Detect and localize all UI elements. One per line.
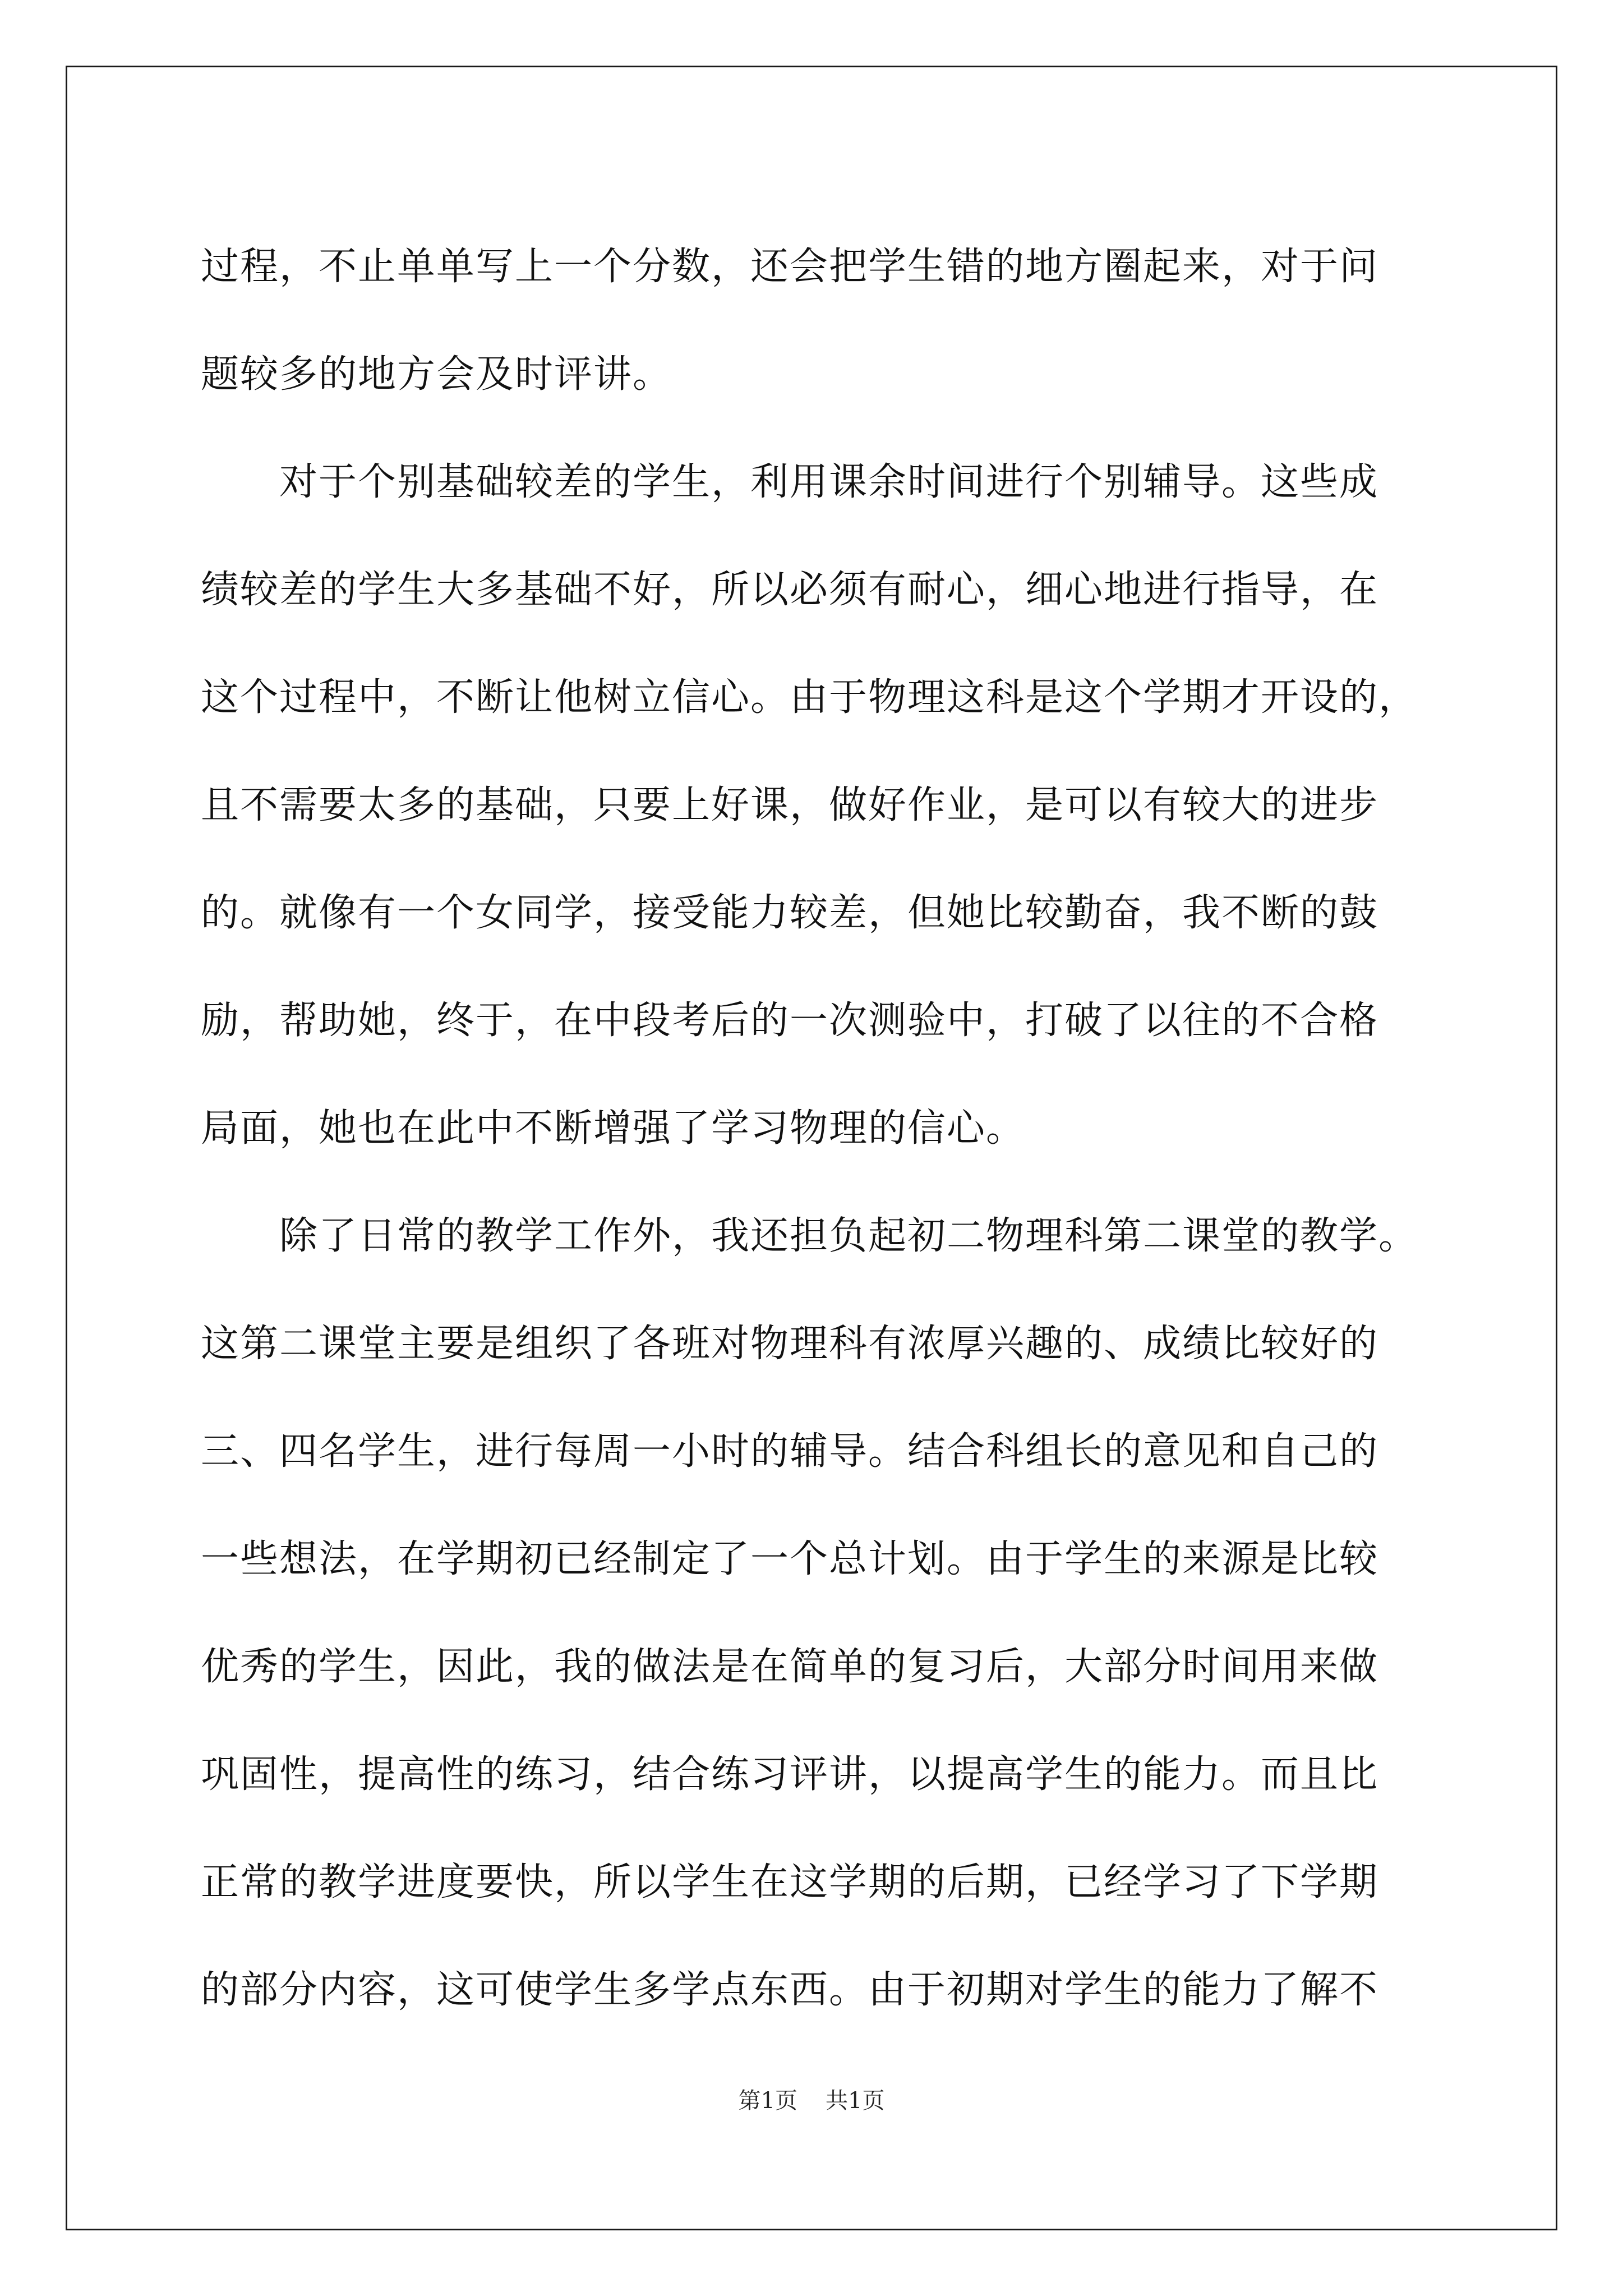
text-line: 的部分内容，这可使学生多学点东西。由于初期对学生的能力了解不 bbox=[201, 1968, 1379, 2012]
paragraph-start-line: 对于个别基础较差的学生，利用课余时间进行个别辅导。这些成 bbox=[279, 460, 1379, 504]
text-line: 这个过程中，不断让他树立信心。由于物理这科是这个学期才开设的， bbox=[201, 675, 1418, 720]
page-number-current: 第1页 bbox=[738, 2088, 797, 2114]
text-line: 这第二课堂主要是组织了各班对物理科有浓厚兴趣的、成绩比较好的 bbox=[201, 1322, 1379, 1366]
text-line: 优秀的学生，因此，我的做法是在简单的复习后，大部分时间用来做 bbox=[201, 1645, 1379, 1689]
text-line: 的。就像有一个女同学，接受能力较差，但她比较勤奋，我不断的鼓 bbox=[201, 891, 1379, 935]
text-line: 且不需要太多的基础，只要上好课，做好作业，是可以有较大的进步 bbox=[201, 783, 1379, 827]
text-line: 局面，她也在此中不断增强了学习物理的信心。 bbox=[201, 1106, 1026, 1151]
text-line: 一些想法，在学期初已经制定了一个总计划。由于学生的来源是比较 bbox=[201, 1537, 1379, 1581]
page-number-total: 共1页 bbox=[826, 2088, 885, 2114]
text-line: 绩较差的学生大多基础不好，所以必须有耐心，细心地进行指导，在 bbox=[201, 568, 1379, 612]
text-line: 巩固性，提高性的练习，结合练习评讲，以提高学生的能力。而且比 bbox=[201, 1752, 1379, 1797]
text-line: 三、四名学生，进行每周一小时的辅导。结合科组长的意见和自己的 bbox=[201, 1429, 1379, 1474]
text-line: 正常的教学进度要快，所以学生在这学期的后期，已经学习了下学期 bbox=[201, 1860, 1379, 1904]
text-line: 励，帮助她，终于，在中段考后的一次测验中，打破了以往的不合格 bbox=[201, 999, 1379, 1043]
document-body bbox=[201, 213, 1423, 2044]
paragraph-start-line: 除了日常的教学工作外，我还担负起初二物理科第二课堂的教学。 bbox=[279, 1214, 1418, 1258]
text-line: 题较多的地方会及时评讲。 bbox=[201, 352, 672, 397]
page-footer bbox=[0, 2087, 1623, 2115]
text-line: 过程，不止单单写上一个分数，还会把学生错的地方圈起来，对于问 bbox=[201, 245, 1379, 289]
